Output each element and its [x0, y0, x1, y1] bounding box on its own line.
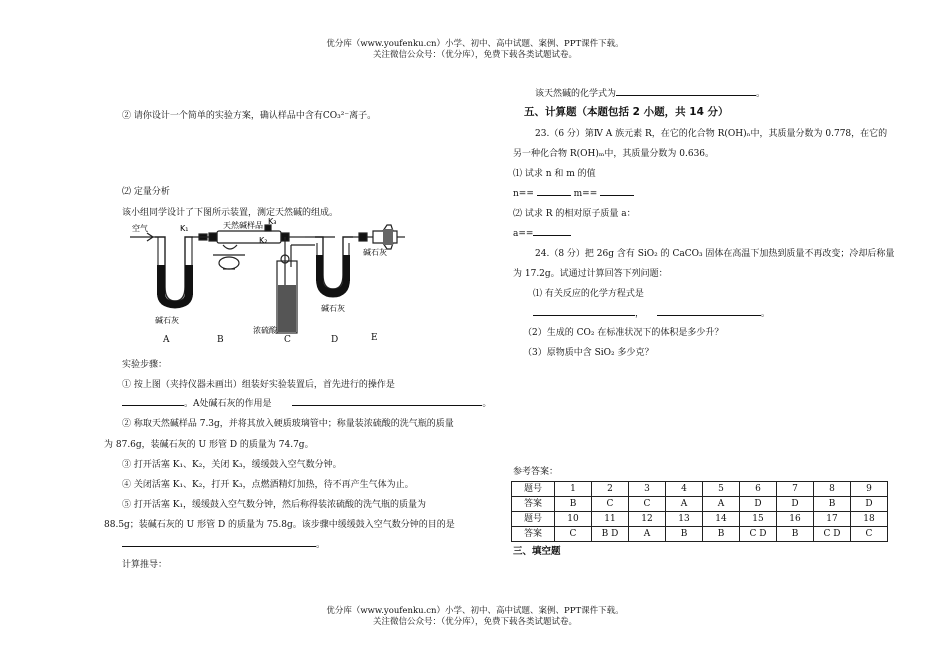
page-header-line2: 关注微信公众号：（优分库），免费下载各类试题试卷。 [372, 50, 577, 60]
apparatus-label-e: E [371, 333, 378, 343]
question-2-text: ② 请你设计一个简单的实验方案，确认样品中含有CO₃²⁻离子。 [122, 111, 377, 121]
table-row [512, 497, 888, 512]
q24-line2: 为 17.2g。试通过计算回答下列问题： [513, 269, 668, 279]
table-cell: B [777, 527, 814, 542]
table-cell: B [703, 527, 740, 542]
answer-table [511, 481, 888, 542]
answer-blank[interactable] [122, 396, 184, 406]
table-cell: 16 [777, 512, 814, 527]
table-cell: D [777, 497, 814, 512]
table-cell: 6 [740, 482, 777, 497]
section-5-title: 五、计算题（本题包括 2 小题，共 14 分） [524, 106, 729, 118]
table-cell: 3 [629, 482, 666, 497]
q23-part2: ⑵ 试求 R 的相对原子质量 a： [513, 209, 636, 219]
answer-blank[interactable] [533, 306, 635, 316]
apparatus-diagram [125, 215, 405, 347]
table-cell: D [740, 497, 777, 512]
label-soda-lime-e: 碱石灰 [363, 248, 387, 257]
table-row [512, 512, 888, 527]
q24-part1: ⑴ 有关反应的化学方程式是 [533, 289, 644, 299]
table-cell: C [629, 497, 666, 512]
table-cell: A [666, 497, 703, 512]
q24-line1: 24.（8 分）把 26g 含有 SiO₂ 的 CaCO₃ 固体在高温下加热到质量不再改变；冷却后称量 [535, 249, 895, 259]
table-cell: 题号 [512, 482, 555, 497]
apparatus-label-a: A [163, 335, 170, 345]
table-cell: B D [592, 527, 629, 542]
apparatus-label-c: C [284, 335, 291, 345]
table-cell: B [666, 527, 703, 542]
table-cell: A [629, 527, 666, 542]
table-cell: 4 [666, 482, 703, 497]
q23-nm-line: n== m== [513, 186, 634, 199]
answer-blank[interactable] [657, 306, 761, 316]
table-cell: C [555, 527, 592, 542]
answers-title: 参考答案： [513, 467, 559, 477]
step-5b: 88.5g；装碱石灰的 U 形管 D 的质量为 75.8g。该步骤中缓缓鼓入空气数分钟的目的是 [104, 520, 455, 530]
q24-part3: （3）原物质中含 SiO₂ 多少克？ [523, 348, 654, 358]
label-k2: K₂ [259, 236, 268, 245]
table-cell: 15 [740, 512, 777, 527]
answer-blank[interactable] [533, 226, 571, 236]
q24-part2: （2）生成的 CO₂ 在标准状况下的体积是多少升？ [523, 328, 724, 338]
table-cell: B [555, 497, 592, 512]
answer-blank[interactable] [600, 186, 634, 196]
section-3-title: 三、填空题 [513, 546, 561, 557]
step-4: ④ 关闭活塞 K₁、K₂，打开 K₃，点燃酒精灯加热，待不再产生气体为止。 [122, 480, 414, 490]
q23-line1: 23.（6 分）第Ⅳ A 族元素 R，在它的化合物 R(OH)ₙ中，其质量分数为 0.778，在它的 [535, 129, 888, 139]
table-cell: 13 [666, 512, 703, 527]
table-cell: 7 [777, 482, 814, 497]
table-cell: 2 [592, 482, 629, 497]
page-header-line1: 优分库（www.youfenku.cn）小学、初中、高中试题、案例、PPT课件下载。 [326, 39, 624, 49]
label-soda-lime-d: 碱石灰 [321, 304, 345, 313]
answer-blank[interactable] [616, 86, 756, 96]
label-soda-lime-a: 碱石灰 [155, 316, 179, 325]
step-1a: ① 按上图（夹持仪器未画出）组装好实验装置后，首先进行的操作是 [122, 380, 395, 390]
label-air: 空气 [132, 224, 148, 233]
table-cell: 1 [555, 482, 592, 497]
q23-part1: ⑴ 试求 n 和 m 的值 [513, 169, 596, 179]
step-5c-line: 。 [122, 537, 325, 550]
answer-blank[interactable] [537, 186, 571, 196]
table-cell: D [851, 497, 888, 512]
table-cell: 12 [629, 512, 666, 527]
step-3: ③ 打开活塞 K₁、K₂，关闭 K₃，缓缓鼓入空气数分钟。 [122, 460, 342, 470]
table-cell: 14 [703, 512, 740, 527]
table-cell: C D [814, 527, 851, 542]
apparatus-label-d: D [331, 335, 339, 345]
step-1b-line: 。A处碱石灰的作用是 。 [122, 396, 491, 409]
table-cell: 11 [592, 512, 629, 527]
answer-blank[interactable] [122, 537, 316, 547]
table-cell: 答案 [512, 497, 555, 512]
table-cell: C [851, 527, 888, 542]
page-footer-line2: 关注微信公众号：（优分库），免费下载各类试题试卷。 [372, 617, 577, 627]
q24-equation-line: ， 。 [533, 306, 770, 319]
steps-title: 实验步骤： [122, 360, 168, 370]
formula-line: 该天然碱的化学式为 。 [535, 86, 765, 99]
table-row [512, 482, 888, 497]
table-cell: 答案 [512, 527, 555, 542]
calc-derivation: 计算推导： [122, 560, 168, 570]
table-cell: B [814, 497, 851, 512]
table-cell: 9 [851, 482, 888, 497]
step-2b: 为 87.6g，装碱石灰的 U 形管 D 的质量为 74.7g。 [104, 440, 314, 450]
label-k1: K₁ [180, 224, 189, 233]
table-cell: 10 [555, 512, 592, 527]
table-cell: C [592, 497, 629, 512]
table-cell: C D [740, 527, 777, 542]
answer-blank[interactable] [292, 396, 482, 406]
table-cell: 5 [703, 482, 740, 497]
table-cell: 8 [814, 482, 851, 497]
quant-analysis-title: ⑵ 定量分析 [122, 187, 170, 197]
table-cell: 题号 [512, 512, 555, 527]
label-sample: 天然碱样品 [223, 221, 263, 230]
q23-a-line: a== [513, 226, 571, 239]
design-text: 该小组同学设计了下图所示装置，测定天然碱的组成。 [122, 208, 339, 218]
label-k3: K₃ [268, 217, 277, 226]
q23-line2: 另一种化合物 R(OH)ₘ中，其质量分数为 0.636。 [513, 149, 715, 159]
step-5a: ⑤ 打开活塞 K₁，缓缓鼓入空气数分钟，然后称得装浓硫酸的洗气瓶的质量为 [122, 500, 427, 510]
table-row [512, 527, 888, 542]
step-2a: ② 称取天然碱样品 7.3g，并将其放入硬质玻璃管中；称量装浓硫酸的洗气瓶的质量 [122, 419, 454, 429]
page-footer-line1: 优分库（www.youfenku.cn）小学、初中、高中试题、案例、PPT课件下载。 [326, 606, 624, 616]
apparatus-label-b: B [217, 335, 224, 345]
table-cell: A [703, 497, 740, 512]
label-acid: 浓硫酸 [253, 326, 277, 335]
table-cell: 18 [851, 512, 888, 527]
table-cell: 17 [814, 512, 851, 527]
